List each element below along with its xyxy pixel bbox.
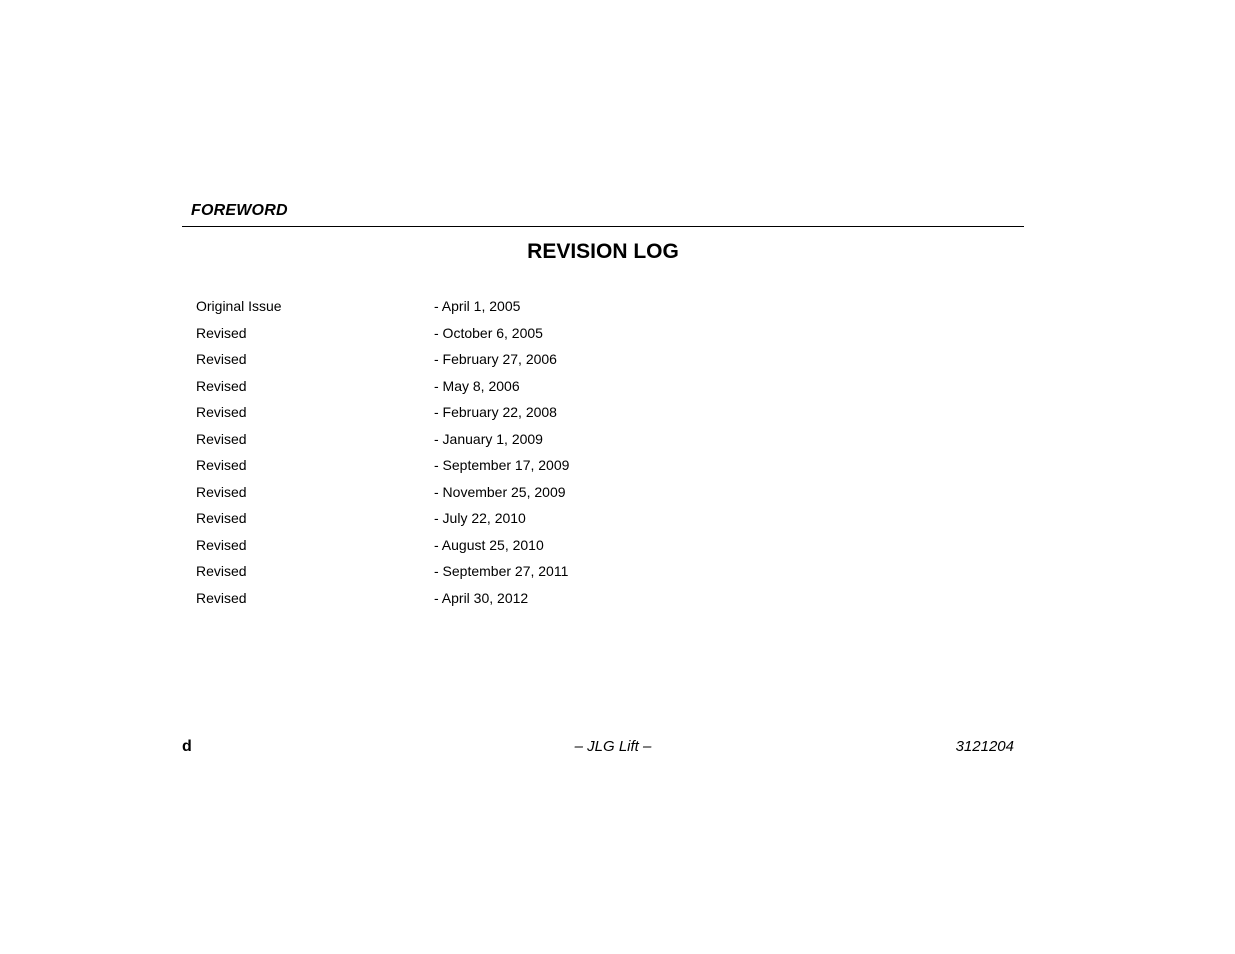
footer-brand: – JLG Lift – bbox=[574, 738, 652, 755]
revision-row bbox=[196, 324, 569, 351]
section-header: FOREWORD bbox=[191, 202, 288, 219]
revision-label: Revised bbox=[196, 404, 247, 420]
footer-page-letter: d bbox=[182, 738, 192, 755]
footer-doc-number: 3121204 bbox=[955, 738, 1014, 755]
revision-label: Revised bbox=[196, 430, 247, 447]
revision-date: - May 8, 2006 bbox=[434, 377, 520, 394]
header-rule bbox=[182, 226, 1024, 227]
revision-row bbox=[196, 483, 569, 510]
revision-label: Revised bbox=[196, 510, 247, 526]
revision-label: Revised bbox=[196, 377, 247, 394]
revision-label: Revised bbox=[196, 483, 247, 500]
revision-label: Revised bbox=[196, 536, 247, 553]
revision-date: - November 25, 2009 bbox=[434, 483, 566, 500]
revision-row bbox=[196, 350, 569, 377]
revision-label: Revised bbox=[196, 324, 247, 341]
revision-date: - April 1, 2005 bbox=[434, 298, 521, 314]
revision-label: Revised bbox=[196, 457, 247, 473]
revision-date: - September 27, 2011 bbox=[434, 563, 569, 579]
revision-row bbox=[196, 377, 569, 404]
revision-label: Revised bbox=[196, 589, 247, 606]
revision-date: - February 22, 2008 bbox=[434, 404, 557, 420]
revision-date: - April 30, 2012 bbox=[434, 589, 529, 606]
revision-row bbox=[196, 456, 569, 483]
revision-row bbox=[196, 562, 569, 589]
revision-label: Revised bbox=[196, 351, 247, 367]
revision-row bbox=[196, 430, 569, 457]
revision-row bbox=[196, 589, 569, 616]
page-title: REVISION LOG bbox=[527, 240, 679, 263]
revision-label: Original Issue bbox=[196, 298, 282, 314]
revision-row bbox=[196, 403, 569, 430]
revision-label: Revised bbox=[196, 563, 247, 579]
revision-date: - July 22, 2010 bbox=[434, 510, 526, 526]
revision-date: - October 6, 2005 bbox=[434, 324, 543, 341]
revision-row bbox=[196, 509, 569, 536]
revision-date: - September 17, 2009 bbox=[434, 457, 570, 473]
revision-date: - August 25, 2010 bbox=[434, 536, 544, 553]
revision-date: - February 27, 2006 bbox=[434, 351, 557, 367]
revision-log bbox=[196, 297, 569, 615]
revision-date: - January 1, 2009 bbox=[434, 430, 543, 447]
revision-row bbox=[196, 536, 569, 563]
revision-row bbox=[196, 297, 569, 324]
